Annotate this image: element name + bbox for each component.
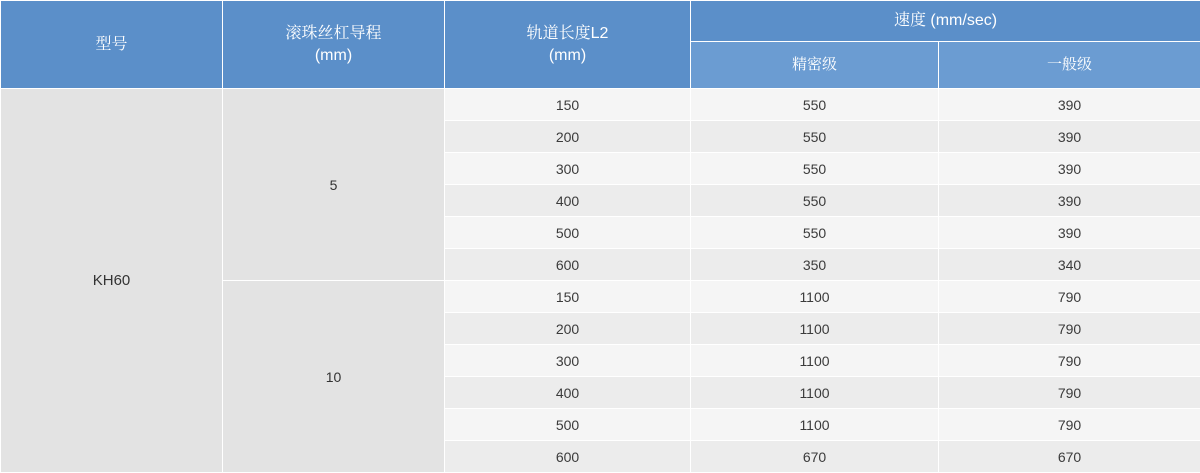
cell-speed-precision: 550 xyxy=(691,121,939,153)
header-row-top xyxy=(1,1,1200,42)
cell-lead-group-2: 10 xyxy=(223,281,445,473)
header-speed-general: 一般级 xyxy=(939,42,1200,89)
cell-speed-precision: 1100 xyxy=(691,377,939,409)
cell-length: 200 xyxy=(445,121,691,153)
cell-speed-general: 390 xyxy=(939,89,1200,121)
header-lead xyxy=(223,1,445,89)
cell-speed-precision: 550 xyxy=(691,89,939,121)
cell-model: KH60 xyxy=(1,89,223,473)
cell-speed-general: 390 xyxy=(939,153,1200,185)
cell-length: 500 xyxy=(445,409,691,441)
cell-speed-general: 790 xyxy=(939,377,1200,409)
cell-length: 600 xyxy=(445,441,691,473)
cell-length: 600 xyxy=(445,249,691,281)
cell-speed-general: 790 xyxy=(939,409,1200,441)
cell-speed-general: 390 xyxy=(939,217,1200,249)
table-header xyxy=(1,1,1200,89)
cell-speed-general: 790 xyxy=(939,281,1200,313)
cell-speed-precision: 1100 xyxy=(691,409,939,441)
cell-speed-precision: 550 xyxy=(691,217,939,249)
header-speed-group: 速度 (mm/sec) xyxy=(691,1,1200,42)
cell-speed-precision: 1100 xyxy=(691,281,939,313)
table-body xyxy=(1,89,1200,473)
header-length xyxy=(445,1,691,89)
header-length-line2: (mm) xyxy=(445,45,690,67)
cell-speed-precision: 550 xyxy=(691,153,939,185)
table-row xyxy=(1,89,1200,121)
cell-speed-general: 390 xyxy=(939,185,1200,217)
cell-length: 300 xyxy=(445,153,691,185)
cell-speed-general: 670 xyxy=(939,441,1200,473)
cell-length: 400 xyxy=(445,377,691,409)
header-length-line1: 轨道长度L2 xyxy=(445,23,690,45)
header-speed-precision: 精密级 xyxy=(691,42,939,89)
cell-speed-general: 790 xyxy=(939,345,1200,377)
header-lead-line1: 滚珠丝杠导程 xyxy=(223,23,444,45)
header-model: 型号 xyxy=(1,1,223,89)
cell-speed-precision: 550 xyxy=(691,185,939,217)
cell-speed-general: 790 xyxy=(939,313,1200,345)
cell-length: 300 xyxy=(445,345,691,377)
cell-speed-precision: 1100 xyxy=(691,313,939,345)
cell-lead-group-1: 5 xyxy=(223,89,445,281)
cell-speed-precision: 350 xyxy=(691,249,939,281)
cell-speed-precision: 1100 xyxy=(691,345,939,377)
cell-length: 150 xyxy=(445,281,691,313)
cell-speed-general: 390 xyxy=(939,121,1200,153)
header-lead-line2: (mm) xyxy=(223,45,444,67)
cell-speed-general: 340 xyxy=(939,249,1200,281)
cell-length: 500 xyxy=(445,217,691,249)
cell-length: 150 xyxy=(445,89,691,121)
cell-length: 400 xyxy=(445,185,691,217)
cell-length: 200 xyxy=(445,313,691,345)
cell-speed-precision: 670 xyxy=(691,441,939,473)
